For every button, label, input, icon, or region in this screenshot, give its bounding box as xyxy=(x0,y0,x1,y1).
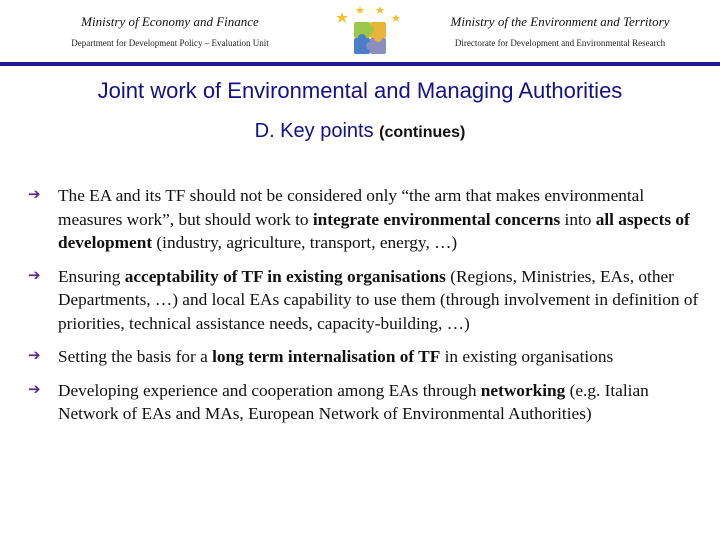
bullet-emphasis: all aspects of development xyxy=(58,209,690,252)
header-divider xyxy=(0,62,720,66)
puzzle-stars-logo xyxy=(330,2,410,68)
header-right xyxy=(415,14,705,48)
bullet-emphasis: acceptability of TF in existing organisations xyxy=(124,266,446,286)
bullet-text: Ensuring xyxy=(58,266,125,286)
bullet-emphasis: integrate environmental concerns xyxy=(312,209,561,229)
bullet-text: into xyxy=(560,209,596,229)
bullet-item xyxy=(28,184,708,255)
bullet-text: in existing organisations xyxy=(440,347,614,366)
slide-title: Joint work of Environmental and Managing Authorities xyxy=(97,78,623,103)
bullet-text: (industry, agriculture, transport, energy, …) xyxy=(152,233,458,252)
bullet-item xyxy=(28,345,708,369)
subtitle-main: D. Key points xyxy=(254,120,374,142)
bullet-item xyxy=(28,265,708,336)
bullet-text: (Regions, Ministries, EAs, other Departments, …) and local EAs capability to use them (through involvement in definition of priorities, technical assistance needs, capacity-building, …) xyxy=(58,266,699,333)
bullet-text: Setting the basis for a xyxy=(58,347,213,366)
ministry-economy-dept: Department for Development Policy – Evaluation Unit xyxy=(71,38,269,48)
right-arrow-icon: ➔ xyxy=(28,267,41,284)
bullet-text: The EA and its TF should not be considered only “the arm that makes environmental measures work”, but should work to xyxy=(58,186,645,229)
right-arrow-icon: ➔ xyxy=(28,187,41,203)
bullet-text: Developing experience and cooperation among EAs through xyxy=(58,380,481,400)
ministry-environment-dept: Directorate for Development and Environmental Research xyxy=(454,38,666,48)
bullet-text: (e.g. Italian Network of EAs and MAs, European Network of Environmental Authorities) xyxy=(58,380,649,423)
bullet-emphasis: long term internalisation of TF xyxy=(212,347,441,366)
ministry-environment-title: Ministry of the Environment and Territory xyxy=(450,14,670,29)
bullet-item xyxy=(28,379,708,426)
subtitle-note: (continues) xyxy=(379,124,466,141)
ministry-economy-title: Ministry of Economy and Finance xyxy=(81,14,259,29)
right-arrow-icon: ➔ xyxy=(28,348,41,364)
header-left xyxy=(40,14,300,48)
bullet-list xyxy=(28,184,708,436)
bullet-emphasis: networking xyxy=(480,380,566,400)
slide-subtitle xyxy=(0,120,720,143)
right-arrow-icon: ➔ xyxy=(28,381,41,398)
